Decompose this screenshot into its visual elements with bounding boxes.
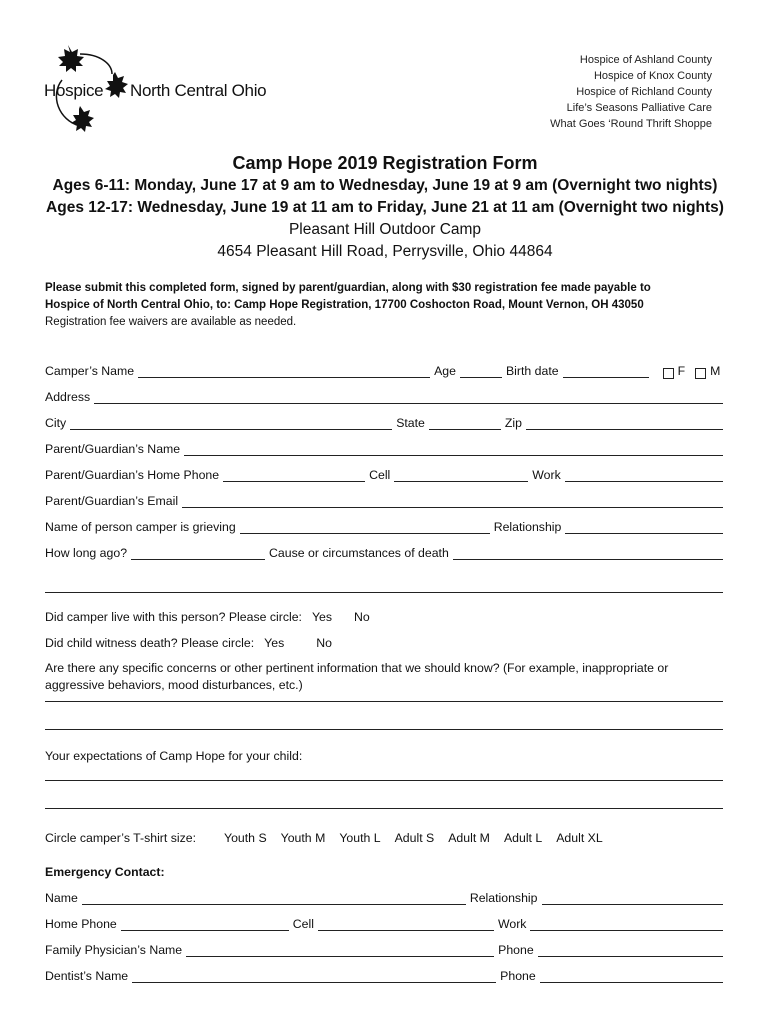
physician-row <box>45 931 723 957</box>
state-label: State <box>396 416 425 430</box>
emergency-cell-label: Cell <box>292 917 314 931</box>
affiliate-item: What Goes ‘Round Thrift Shoppe <box>550 118 712 130</box>
session-ages-12-17: Ages 12-17: Wednesday, June 19 at 11 am to Friday, June 21 at 11 am (Overnight two nights) <box>46 199 724 216</box>
male-label: M <box>710 364 721 378</box>
affiliate-item: Hospice of Richland County <box>576 86 712 98</box>
size-adult-xl[interactable]: Adult XL <box>556 831 603 845</box>
physician-label: Family Physician’s Name <box>45 943 183 957</box>
guardian-home-phone-label: Parent/Guardian’s Home Phone <box>45 468 220 482</box>
witness-no-option[interactable]: No <box>316 636 332 650</box>
guardian-email-label: Parent/Guardian’s Email <box>45 494 179 508</box>
guardian-work-label: Work <box>532 468 561 482</box>
city-label: City <box>45 416 67 430</box>
physician-phone-field[interactable] <box>538 942 723 957</box>
registration-form <box>45 352 723 983</box>
birth-date-label: Birth date <box>505 364 559 378</box>
grieving-label: Name of person camper is grieving <box>45 520 236 534</box>
zip-label: Zip <box>504 416 522 430</box>
male-checkbox[interactable] <box>695 368 706 379</box>
emergency-name-row <box>45 879 723 905</box>
size-youth-m[interactable]: Youth M <box>280 831 326 845</box>
campers-name-label: Camper’s Name <box>45 364 135 378</box>
zip-field[interactable] <box>526 415 723 430</box>
campers-name-field[interactable] <box>138 363 430 378</box>
instructions-line-1: Please submit this completed form, signed by parent/guardian, along with $30 registration fee made payable to <box>45 282 651 294</box>
instructions-line-2: Hospice of North Central Ohio, to: Camp Hope Registration, 17700 Coshocton Road, Mount Vernon, OH 43050 <box>45 299 644 311</box>
concerns-line-1: Are there any specific concerns or other pertinent information that we should know? (For example, inappropriate or <box>45 661 669 675</box>
page-title: Camp Hope 2019 Registration Form <box>232 153 538 173</box>
size-adult-m[interactable]: Adult M <box>448 831 490 845</box>
camper-name-row <box>45 352 723 378</box>
witness-row <box>45 624 723 650</box>
emergency-relationship-label: Relationship <box>469 891 538 905</box>
age-field[interactable] <box>460 363 502 378</box>
guardian-home-phone-field[interactable] <box>223 467 365 482</box>
city-row <box>45 404 723 430</box>
address-row <box>45 378 723 404</box>
size-adult-l[interactable]: Adult L <box>503 831 543 845</box>
female-label: F <box>677 364 686 378</box>
size-adult-s[interactable]: Adult S <box>394 831 435 845</box>
expectations-label: Your expectations of Camp Hope for your child: <box>45 749 303 763</box>
live-with-yes-option[interactable]: Yes <box>311 610 333 624</box>
state-field[interactable] <box>429 415 501 430</box>
age-label: Age <box>434 364 456 378</box>
dentist-row <box>45 957 723 983</box>
live-with-row <box>45 593 723 624</box>
how-long-label: How long ago? <box>45 546 128 560</box>
dentist-field[interactable] <box>132 968 496 983</box>
witness-yes-option[interactable]: Yes <box>264 636 285 650</box>
affiliate-item: Life’s Seasons Palliative Care <box>566 102 712 114</box>
fee-waiver-note: Registration fee waivers are available as needed. <box>45 316 297 328</box>
size-youth-s[interactable]: Youth S <box>224 831 267 845</box>
size-youth-l[interactable]: Youth L <box>339 831 381 845</box>
address-label: Address <box>45 390 91 404</box>
how-long-row <box>45 534 723 560</box>
guardian-work-field[interactable] <box>565 467 723 482</box>
emergency-phone-row <box>45 905 723 931</box>
title-block <box>0 151 770 263</box>
concerns-question <box>45 660 723 694</box>
camp-name: Pleasant Hill Outdoor Camp <box>288 221 482 238</box>
relationship-field[interactable] <box>565 519 723 534</box>
guardian-name-row <box>45 430 723 456</box>
dentist-phone-label: Phone <box>500 969 536 983</box>
submission-instructions <box>45 280 725 331</box>
hospice-logo <box>40 40 270 140</box>
tshirt-row <box>45 809 723 845</box>
how-long-field[interactable] <box>131 545 265 560</box>
session-ages-6-11: Ages 6-11: Monday, June 17 at 9 am to Wednesday, June 19 at 9 am (Overnight two nights) <box>52 177 718 194</box>
camp-address: 4654 Pleasant Hill Road, Perrysville, Ohio 44864 <box>217 243 553 260</box>
emergency-home-phone-field[interactable] <box>121 916 289 931</box>
emergency-home-phone-label: Home Phone <box>45 917 117 931</box>
city-field[interactable] <box>70 415 392 430</box>
address-field[interactable] <box>94 389 723 404</box>
female-checkbox[interactable] <box>663 368 674 379</box>
guardian-name-field[interactable] <box>184 441 723 456</box>
guardian-cell-field[interactable] <box>394 467 528 482</box>
affiliate-item: Hospice of Ashland County <box>579 54 712 66</box>
birth-date-field[interactable] <box>563 363 649 378</box>
concerns-line-2: aggressive behaviors, mood disturbances, etc.) <box>45 678 303 692</box>
emergency-contact-heading: Emergency Contact: <box>45 865 165 879</box>
guardian-email-row <box>45 482 723 508</box>
emergency-heading-row <box>45 845 723 879</box>
relationship-label: Relationship <box>493 520 562 534</box>
affiliates-list <box>550 52 712 132</box>
emergency-relationship-field[interactable] <box>542 890 724 905</box>
emergency-work-field[interactable] <box>530 916 723 931</box>
guardian-phone-row <box>45 456 723 482</box>
dentist-label: Dentist’s Name <box>45 969 129 983</box>
witness-label: Did child witness death? Please circle: <box>45 636 255 650</box>
cause-field[interactable] <box>453 545 723 560</box>
emergency-name-label: Name <box>45 891 78 905</box>
physician-phone-label: Phone <box>498 943 534 957</box>
logo-text-region: North Central Ohio <box>130 81 267 100</box>
guardian-cell-label: Cell <box>369 468 391 482</box>
affiliate-item: Hospice of Knox County <box>593 70 712 82</box>
live-with-label: Did camper live with this person? Please circle: <box>45 610 302 624</box>
dentist-phone-field[interactable] <box>540 968 723 983</box>
grieving-field[interactable] <box>240 519 490 534</box>
cause-label: Cause or circumstances of death <box>269 546 449 560</box>
physician-field[interactable] <box>186 942 494 957</box>
guardian-email-field[interactable] <box>182 493 723 508</box>
emergency-work-label: Work <box>497 917 527 931</box>
guardian-name-label: Parent/Guardian’s Name <box>45 442 181 456</box>
emergency-cell-field[interactable] <box>318 916 494 931</box>
tshirt-label: Circle camper’s T-shirt size: <box>45 831 197 845</box>
logo-text-hospice: Hospice <box>44 81 104 100</box>
live-with-no-option[interactable]: No <box>354 610 370 624</box>
grieving-row <box>45 508 723 534</box>
emergency-name-field[interactable] <box>82 890 466 905</box>
